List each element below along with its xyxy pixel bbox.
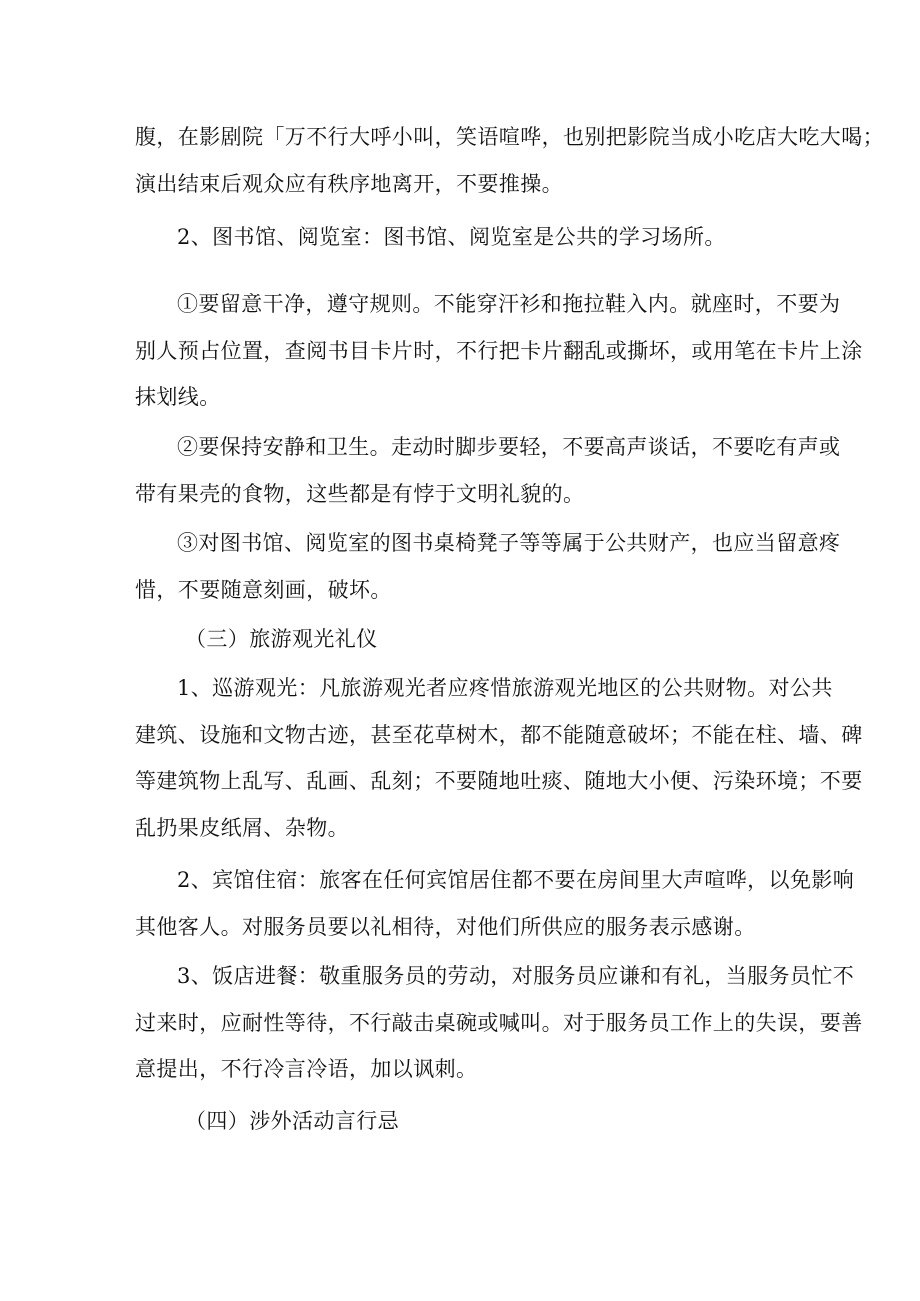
text-line: 2、图书馆、阅览室：图书馆、阅览室是公共的学习场所。 xyxy=(177,225,726,249)
text-line: 惜，不要随意刻画，破坏。 xyxy=(135,577,392,602)
paragraph-hotel xyxy=(135,857,855,950)
text-line: 腹，在影剧院「万不行大呼小叫，笑语喧哗，也别把影院当成小吃店大吃大喝； xyxy=(135,125,884,149)
text-line: 2、宾馆住宿：旅客在任何宾馆居住都不要在房间里大声喧哗，以免影响 xyxy=(177,868,855,892)
text-line: ③对图书馆、阅览室的图书桌椅凳子等等属于公共财产，也应当留意疼 xyxy=(177,531,841,555)
paragraph-library-rule-1 xyxy=(135,281,863,421)
text-line: 1、巡游观光：凡旅游观光者应疼惜旅游观光地区的公共财物。对公共 xyxy=(177,676,833,700)
text-line: 过来时，应耐性等待，不行敲击桌碗或喊叫。对于服务员工作上的失误，要善 xyxy=(135,1010,863,1035)
text-line: 建筑、设施和文物古迹，甚至花草树木，都不能随意破坏；不能在柱、墙、碑 xyxy=(135,722,863,747)
text-line: 抹划线。 xyxy=(135,385,221,409)
section-heading-foreign-affairs: （四）涉外活动言行忌 xyxy=(185,1109,399,1133)
text-line: 演出结束后观众应有秩序地离开，不要推操。 xyxy=(135,171,563,196)
text-line: 别人预占位置，查阅书目卡片时，不行把卡片翻乱或撕坏，或用笔在卡片上涂 xyxy=(135,338,863,363)
text-line: 带有果壳的食物，这些都是有悖于文明礼貌的。 xyxy=(135,481,585,506)
paragraph-library-rule-2 xyxy=(135,424,841,517)
text-line: ①要留意干净，遵守规则。不能穿汗衫和拖拉鞋入内。就座时，不要为 xyxy=(177,292,841,316)
paragraph-sightseeing xyxy=(135,665,863,851)
text-line: 其他客人。对服务员要以礼相待，对他们所供应的服务表示感谢。 xyxy=(135,914,756,939)
text-line: 等建筑物上乱写、乱画、乱刻；不要随地吐痰、随地大小便、污染环境；不要 xyxy=(135,769,863,793)
section-heading-travel: （三）旅游观光礼仪 xyxy=(185,627,378,651)
paragraph-library-rule-3 xyxy=(135,520,841,613)
text-line: 乱扔果皮纸屑、杂物。 xyxy=(135,815,349,840)
paragraph-library-intro xyxy=(135,214,795,261)
text-line: 意提出，不行冷言冷语，加以讽刺。 xyxy=(135,1057,478,1081)
paragraph-theater-etiquette xyxy=(135,114,884,207)
text-line: 3、饭店进餐：敬重服务员的劳动，对服务员应谦和有礼，当服务员忙不 xyxy=(177,964,855,988)
paragraph-restaurant xyxy=(135,953,863,1093)
text-line: ②要保持安静和卫生。走动时脚步要轻，不要高声谈话，不要吃有声或 xyxy=(177,435,841,459)
